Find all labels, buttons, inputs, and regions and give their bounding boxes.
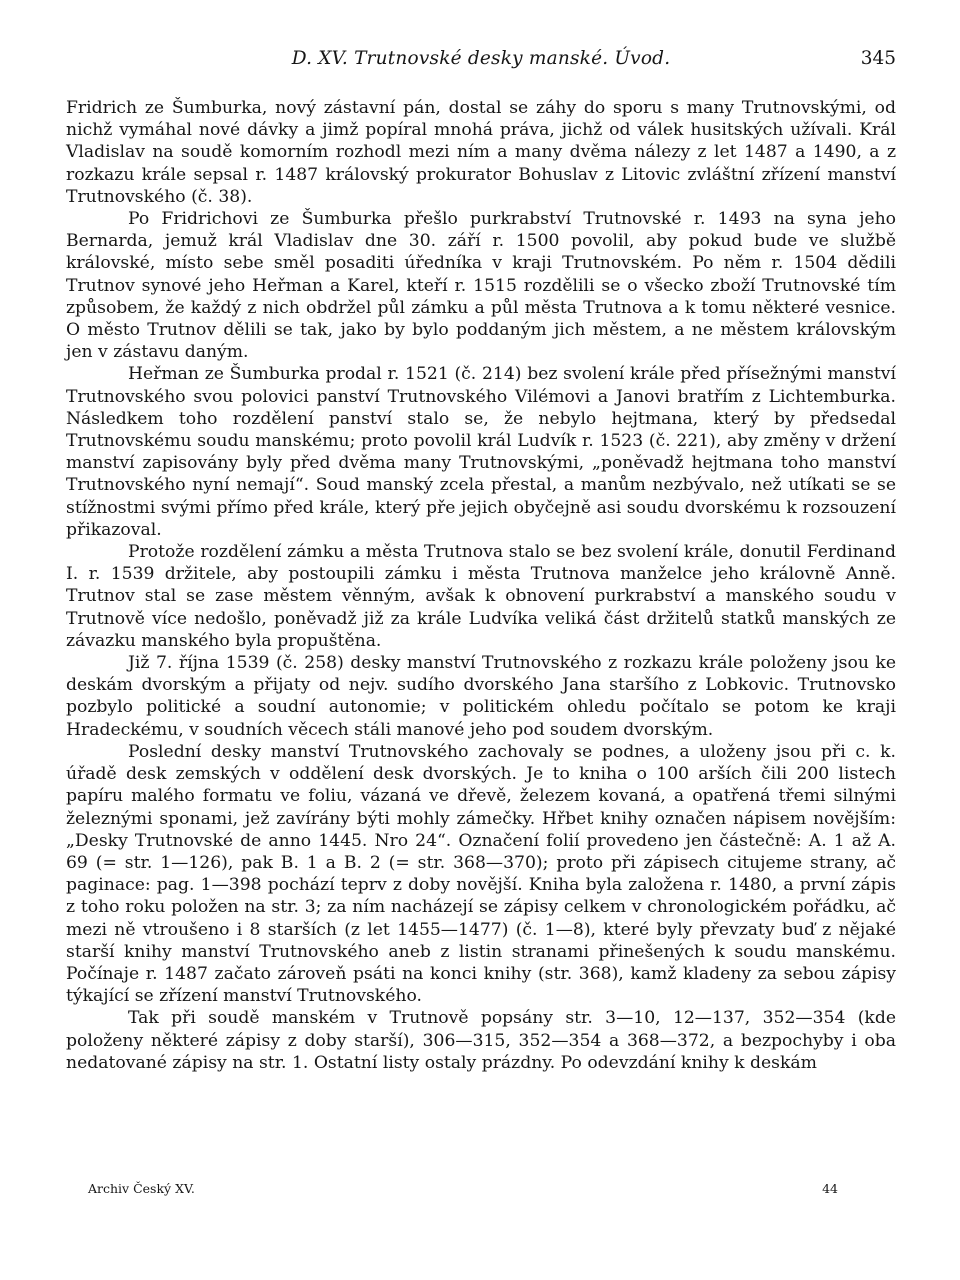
paragraph-7: Tak při soudě manském v Trutnově popsány str. 3—10, 12—137, 352—354 (kde položeny některé zápisy z doby starší), 306—315, 352—354 a 368—372, a bezpochyby i oba nedatované zápisy na str. 1. Ostatní listy ostaly prázdny. Po odevzdání knihy k deskám (66, 1008, 896, 1073)
paragraph-5: Již 7. října 1539 (č. 258) desky manství Trutnovského z rozkazu krále položeny jsou ke deskám dvorským a přijaty od nejv. sudího dvorského Jana staršího z Lobkovic. Trutnovsko pozbylo politické a soudní autonomie; v politickém ohledu počítalo se potom ke kraji Hradeckému, v soudních věcech stáli manové jeho pod soudem dvorským. (66, 653, 896, 740)
header-title: D. XV. Trutnovské desky manské. Úvod. (291, 48, 671, 69)
footer-signature-number: 44 (822, 1181, 838, 1196)
paragraph-1: Fridrich ze Šumburka, nový zástavní pán, dostal se záhy do sporu s many Trutnovskými, od nichž vymáhal nové dávky a jimž popíral mnohá práva, jichž od válek husitských užívali. Král Vladislav na soudě komorním rozhodl mezi ním a many dvěma nálezy z let 1487 a 1490, a z rozkazu krále sepsal r. 1487 královský prokurator Bohuslav z Litovic zvláštní zřízení manství Trutnovského (č. 38). (66, 98, 896, 207)
page-number: 345 (860, 48, 896, 69)
running-header (66, 48, 896, 78)
paragraph-3: Heřman ze Šumburka prodal r. 1521 (č. 214) bez svolení krále před přísežnými manství Trutnovského svou polovici panství Trutnovského Vilémovi a Janovi bratřím z Lichtemburka. Následkem toho rozdělení panství stalo se, že nebylo hejtmana, který by předsedal Trutnovskému soudu manskému; proto povolil král Ludvík r. 1523 (č. 221), aby změny v držení manství zapisovány byly před dvěma many Trutnovskými, „poněvadž hejtmana toho manství Trutnovského nyní nemají“. Soud manský zcela přestal, a manům nezbývalo, než utíkati se se stížnostmi svými přímo před krále, který pře jejich obyčejně asi soudu dvorskému k rozsouzení přikazoval. (66, 364, 896, 540)
paragraph-2: Po Fridrichovi ze Šumburka přešlo purkrabství Trutnovské r. 1493 na syna jeho Bernarda, jemuž král Vladislav dne 30. září r. 1500 povolil, aby pokud bude ve službě královské, místo sebe směl posaditi úředníka v kraji Trutnovském. Po něm r. 1504 dědili Trutnov synové jeho Heřman a Karel, kteří r. 1515 rozdělili se o všecko zboží Trutnovské tím způsobem, že každý z nich obdržel půl zámku a půl města Trutnova a k tomu některé vesnice. O město Trutnov dělili se tak, jako by bylo poddaným jich městem, a ne městem královským jen v zástavu daným. (66, 209, 896, 363)
paragraph-4: Protože rozdělení zámku a města Trutnova stalo se bez svolení krále, donutil Ferdinand I. r. 1539 držitele, aby postoupili zámku i města Trutnova manželce jeho královně Anně. Trutnov stal se zase městem věnným, avšak k obnovení purkrabství a manského soudu v Trutnově více nedošlo, poněvadž již za krále Ludvíka veliká část držitelů statků manských ze závazku manského byla propuštěna. (66, 542, 896, 651)
footer (88, 1181, 838, 1203)
footer-signature-label: Archiv Český XV. (88, 1181, 195, 1196)
paragraph-6: Poslední desky manství Trutnovského zachovaly se podnes, a uloženy jsou při c. k. úřadě desk zemských v oddělení desk dvorských. Je to kniha o 100 arších čili 200 listech papíru malého formatu ve foliu, vázaná ve dřevě, železem kovaná, a opatřená třemi silnými železnými sponami, jež zavírány býti mohly zámečky. Hřbet knihy označen nápisem novějším: „Desky Trutnovské de anno 1445. Nro 24“. Označení folií provedeno jen částečně: A. 1 až A. 69 (= str. 1—126), pak B. 1 a B. 2 (= str. 368—370); proto při zápisech citujeme strany, ač paginace: pag. 1—398 pochází teprv z doby novější. Kniha byla založena r. 1480, a první zápis z toho roku položen na str. 3; za ním nacházejí se zápisy celkem v chronologickém pořádku, ač mezi ně vtroušeno i 8 starších (z let 1455—1477) (č. 1—8), které byly převzaty buď z nějaké starší knihy manství Trutnovského aneb z listin stranami přinešených k soudu manskému. Počínaje r. 1487 začato zároveň psáti na konci knihy (str. 368), kamž kladeny za sebou zápisy týkající se zřízení manství Trutnovského. (66, 741, 896, 1007)
body-text (66, 97, 896, 1074)
